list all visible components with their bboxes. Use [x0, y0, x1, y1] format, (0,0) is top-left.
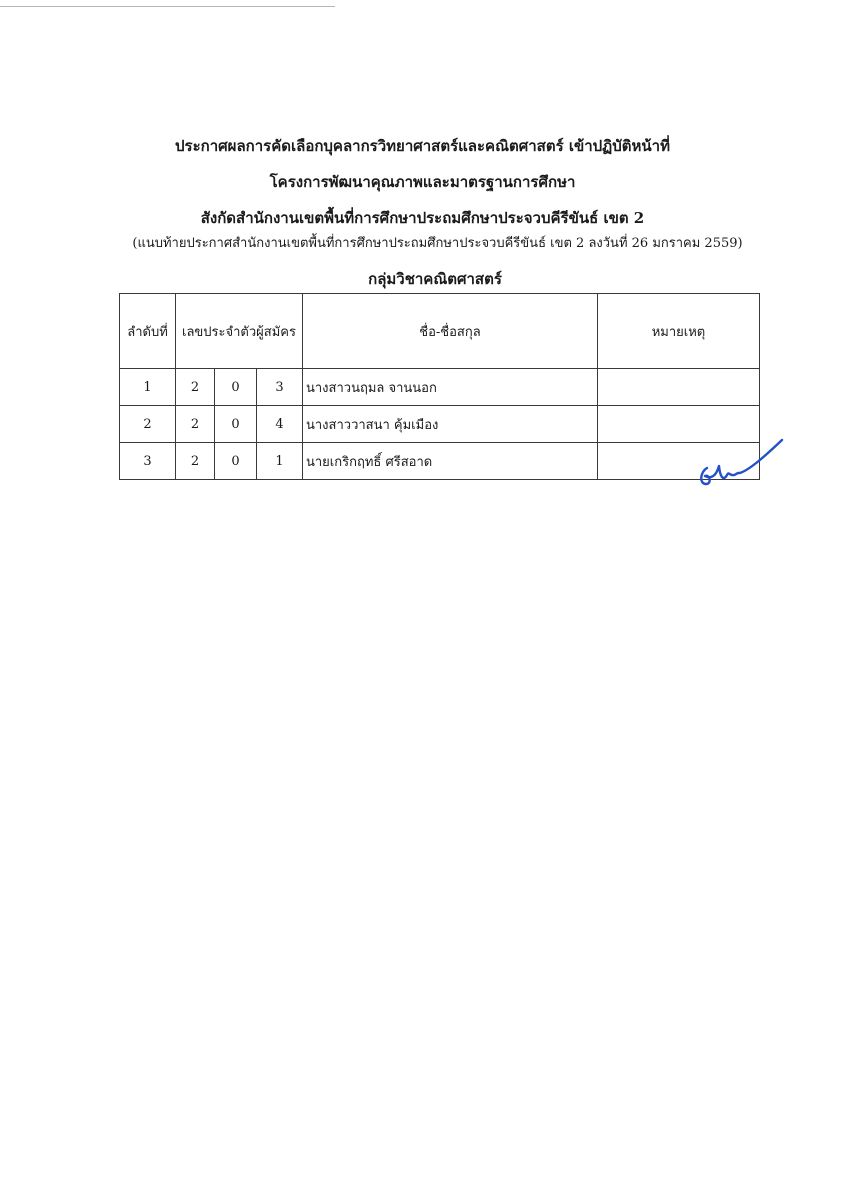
heading-line-3: สังกัดสำนักงานเขตพื้นที่การศึกษาประถมศึกษาประจวบคีรีขันธ์ เขต 2 [200, 209, 645, 227]
table-row [120, 369, 760, 406]
id-digit: 0 [215, 443, 257, 480]
header-name: ชื่อ-ชื่อสกุล [303, 294, 598, 369]
header-order: ลำดับที่ [120, 294, 176, 369]
table-row [120, 406, 760, 443]
results-table [119, 293, 760, 480]
row-order: 1 [120, 369, 176, 406]
row-name: นายเกริกฤทธิ์ ศรีสอาด [303, 443, 598, 480]
row-order: 2 [120, 406, 176, 443]
id-digit: 2 [176, 369, 215, 406]
scan-edge-line [0, 6, 335, 7]
row-name: นางสาววาสนา คุ้มเมือง [303, 406, 598, 443]
id-digit: 3 [257, 369, 303, 406]
id-digit: 0 [215, 406, 257, 443]
table-row [120, 443, 760, 480]
row-order: 3 [120, 443, 176, 480]
id-digit: 2 [176, 406, 215, 443]
id-digit: 2 [176, 443, 215, 480]
header-remark: หมายเหตุ [598, 294, 760, 369]
document-heading [0, 128, 845, 236]
id-digit: 4 [257, 406, 303, 443]
table-header-row [120, 294, 760, 369]
row-remark [598, 369, 760, 406]
header-applicant-id: เลขประจำตัวผู้สมัคร [176, 294, 303, 369]
id-digit: 1 [257, 443, 303, 480]
subject-group-title: กลุ่มวิชาคณิตศาสตร์ [368, 270, 502, 288]
heading-line-1: ประกาศผลการคัดเลือกบุคลากรวิทยาศาสตร์และคณิตศาสตร์ เข้าปฏิบัติหน้าที่ [175, 137, 670, 155]
row-name: นางสาวนฤมล จานนอก [303, 369, 598, 406]
id-digit: 0 [215, 369, 257, 406]
heading-line-2: โครงการพัฒนาคุณภาพและมาตรฐานการศึกษา [269, 173, 576, 191]
annex-reference: (แนบท้ายประกาศสำนักงานเขตพื้นที่การศึกษาประถมศึกษาประจวบคีรีขันธ์ เขต 2 ลงวันที่ 26 มกราคม 2559) [132, 236, 743, 251]
signature-icon [697, 436, 787, 491]
